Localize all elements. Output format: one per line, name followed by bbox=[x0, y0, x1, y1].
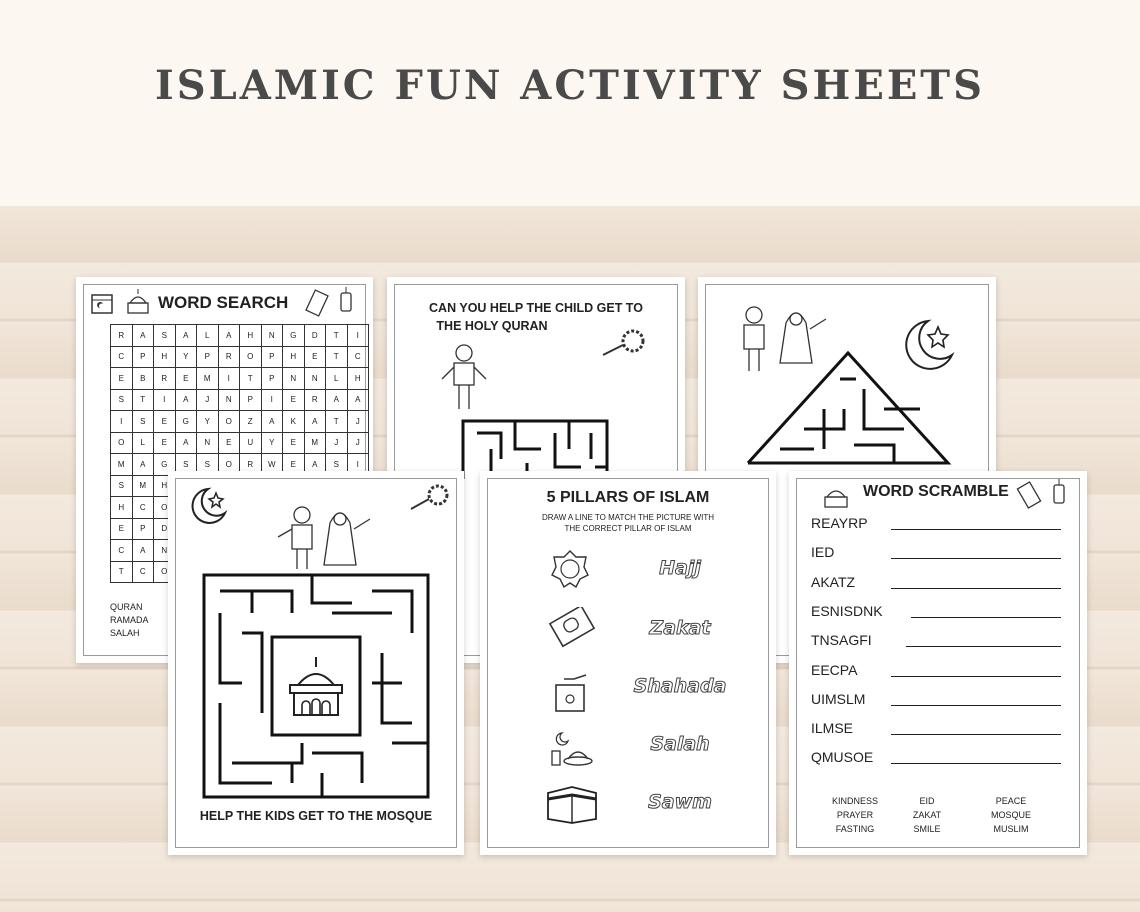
word-search-cell: N bbox=[283, 368, 305, 390]
word-search-cell: C bbox=[132, 561, 154, 583]
word-search-cell: K bbox=[283, 411, 305, 433]
quran-maze-title-line2: THE HOLY QURAN bbox=[436, 319, 548, 333]
word-bank-column-2 bbox=[899, 794, 955, 836]
word-search-cell: P bbox=[132, 518, 154, 540]
pillars-title: 5 PILLARS OF ISLAM bbox=[546, 489, 710, 506]
word-search-cell: R bbox=[304, 389, 326, 411]
word-search-cell: R bbox=[240, 454, 262, 476]
word-scramble-sheet bbox=[789, 471, 1087, 855]
crescent-star-icon bbox=[188, 485, 230, 525]
word-search-cell: I bbox=[154, 389, 176, 411]
word-search-cell: S bbox=[111, 389, 133, 411]
scramble-row bbox=[811, 720, 1061, 742]
answer-line[interactable] bbox=[891, 763, 1061, 764]
pillar-label-salah: Salah bbox=[650, 733, 710, 755]
word-search-cell: E bbox=[283, 432, 305, 454]
word-search-cell: O bbox=[154, 497, 176, 519]
scramble-row bbox=[811, 544, 1061, 566]
word-bank-column-3 bbox=[981, 794, 1041, 836]
kaaba-icon bbox=[544, 783, 600, 825]
word-search-cell: G bbox=[283, 325, 305, 347]
word-search-cell: E bbox=[111, 518, 133, 540]
word-search-cell: R bbox=[111, 325, 133, 347]
word-search-cell: E bbox=[218, 432, 240, 454]
word-search-cell: A bbox=[347, 389, 369, 411]
scramble-word: EECPA bbox=[811, 661, 858, 678]
word-search-title: WORD SEARCH bbox=[158, 293, 289, 312]
word-search-row bbox=[111, 346, 369, 368]
word-search-cell: S bbox=[175, 454, 197, 476]
mosque-icon bbox=[284, 657, 348, 719]
word-search-cell: B bbox=[132, 368, 154, 390]
scramble-row bbox=[811, 603, 1061, 625]
mosque-maze-sheet bbox=[168, 471, 464, 855]
word-bank-item: EID bbox=[919, 796, 935, 806]
word-search-cell: E bbox=[154, 411, 176, 433]
word-search-cell: Y bbox=[175, 346, 197, 368]
word-search-cell: I bbox=[347, 325, 369, 347]
word-search-cell: I bbox=[111, 411, 133, 433]
scramble-row bbox=[811, 632, 1061, 654]
word-search-word: RAMADA bbox=[110, 615, 149, 625]
word-search-cell: T bbox=[326, 411, 348, 433]
word-search-cell: J bbox=[347, 432, 369, 454]
pillars-instructions-line1: DRAW A LINE TO MATCH THE PICTURE WITH bbox=[541, 513, 714, 522]
food-icon bbox=[548, 729, 596, 769]
quran-maze-title-line1: CAN YOU HELP THE CHILD GET TO bbox=[429, 301, 643, 315]
word-search-cell: O bbox=[154, 561, 176, 583]
lantern-icon bbox=[1051, 479, 1067, 509]
word-search-cell: U bbox=[240, 432, 262, 454]
word-search-cell: D bbox=[304, 325, 326, 347]
word-bank-item: PRAYER bbox=[836, 810, 874, 820]
word-bank-column-1 bbox=[825, 794, 885, 836]
word-search-cell: P bbox=[197, 346, 219, 368]
scramble-row bbox=[811, 574, 1061, 596]
child-figure bbox=[439, 341, 489, 413]
word-search-cell: S bbox=[197, 454, 219, 476]
word-search-cell: T bbox=[132, 389, 154, 411]
scramble-word: UIMSLM bbox=[811, 690, 866, 707]
scramble-row bbox=[811, 691, 1061, 713]
word-search-cell: Y bbox=[197, 411, 219, 433]
scramble-row bbox=[811, 515, 1061, 537]
quran-maze bbox=[461, 419, 609, 479]
word-search-cell: M bbox=[111, 454, 133, 476]
word-search-cell: G bbox=[154, 454, 176, 476]
pillar-label-shahada: Shahada bbox=[633, 675, 727, 697]
word-search-cell: N bbox=[197, 432, 219, 454]
word-search-cell: P bbox=[240, 389, 262, 411]
prayer-beads-icon bbox=[408, 481, 452, 515]
word-search-cell: O bbox=[111, 432, 133, 454]
answer-line[interactable] bbox=[891, 529, 1061, 530]
donation-box-icon bbox=[550, 669, 594, 713]
prayer-mat-icon bbox=[544, 607, 600, 651]
prayer-mat-icon bbox=[304, 289, 330, 317]
word-search-cell: L bbox=[197, 325, 219, 347]
scramble-word: ILMSE bbox=[811, 720, 854, 737]
word-search-cell: S bbox=[326, 454, 348, 476]
page-header bbox=[0, 0, 1140, 206]
word-search-cell: C bbox=[132, 497, 154, 519]
word-bank-item: MOSQUE bbox=[990, 810, 1031, 820]
word-search-cell: A bbox=[218, 325, 240, 347]
word-search-row bbox=[111, 432, 369, 454]
pillar-label-hajj: Hajj bbox=[659, 557, 701, 579]
word-search-cell: A bbox=[175, 325, 197, 347]
lantern-icon bbox=[338, 287, 354, 317]
word-search-cell: M bbox=[304, 432, 326, 454]
word-search-cell: Y bbox=[261, 432, 283, 454]
word-search-cell: A bbox=[175, 432, 197, 454]
word-bank-item: ZAKAT bbox=[912, 810, 942, 820]
word-search-cell: J bbox=[347, 411, 369, 433]
emblem-icon bbox=[550, 549, 590, 589]
pillars-instructions-line2: THE CORRECT PILLAR OF ISLAM bbox=[564, 524, 692, 533]
word-search-cell: J bbox=[326, 432, 348, 454]
answer-line[interactable] bbox=[911, 617, 1061, 618]
word-search-cell: Z bbox=[240, 411, 262, 433]
pyramid-maze bbox=[744, 349, 952, 467]
word-search-cell: P bbox=[132, 346, 154, 368]
word-search-cell: R bbox=[154, 368, 176, 390]
word-search-cell: E bbox=[154, 432, 176, 454]
word-search-cell: A bbox=[304, 411, 326, 433]
word-bank-item: KINDNESS bbox=[831, 796, 878, 806]
word-search-cell: E bbox=[111, 368, 133, 390]
page-title: ISLAMIC FUN ACTIVITY SHEETS bbox=[155, 62, 985, 109]
word-bank-item: FASTING bbox=[835, 824, 875, 834]
prayer-beads-icon bbox=[599, 325, 649, 361]
prayer-mat-icon bbox=[1015, 481, 1043, 509]
word-search-row bbox=[111, 325, 369, 347]
word-search-cell: P bbox=[261, 368, 283, 390]
word-search-cell: H bbox=[347, 368, 369, 390]
scramble-row bbox=[811, 749, 1061, 771]
word-search-cell: O bbox=[240, 346, 262, 368]
word-search-row bbox=[111, 389, 369, 411]
pillar-label-sawm: Sawm bbox=[648, 791, 712, 813]
calendar-icon bbox=[90, 291, 114, 315]
scramble-word: TNSAGFI bbox=[811, 632, 872, 649]
word-search-cell: C bbox=[111, 346, 133, 368]
word-search-cell: A bbox=[304, 454, 326, 476]
word-search-word-list bbox=[110, 601, 149, 640]
word-search-cell: S bbox=[111, 475, 133, 497]
word-search-cell: H bbox=[283, 346, 305, 368]
word-bank-item: PEACE bbox=[995, 796, 1027, 806]
word-search-cell: L bbox=[326, 368, 348, 390]
answer-line[interactable] bbox=[891, 676, 1061, 677]
mosque-icon bbox=[124, 289, 152, 315]
word-search-row bbox=[111, 368, 369, 390]
word-search-cell: W bbox=[261, 454, 283, 476]
word-search-cell: T bbox=[326, 325, 348, 347]
word-search-cell: I bbox=[218, 368, 240, 390]
pillars-sheet bbox=[480, 471, 776, 855]
word-bank-item: MUSLIM bbox=[993, 824, 1029, 834]
scramble-word: AKATZ bbox=[811, 573, 856, 590]
word-search-cell: D bbox=[154, 518, 176, 540]
word-search-cell: A bbox=[132, 325, 154, 347]
word-search-cell: P bbox=[261, 346, 283, 368]
word-search-cell: H bbox=[111, 497, 133, 519]
word-search-cell: E bbox=[175, 368, 197, 390]
word-search-cell: I bbox=[261, 389, 283, 411]
word-search-cell: A bbox=[132, 540, 154, 562]
word-search-cell: A bbox=[132, 454, 154, 476]
word-search-word: SALAH bbox=[110, 628, 140, 638]
word-search-word: QURAN bbox=[110, 602, 143, 612]
word-search-cell: A bbox=[175, 389, 197, 411]
word-search-cell: E bbox=[283, 389, 305, 411]
mosque-icon bbox=[821, 483, 851, 509]
scramble-row bbox=[811, 662, 1061, 684]
word-search-cell: R bbox=[218, 346, 240, 368]
answer-line[interactable] bbox=[891, 558, 1061, 559]
word-search-cell: M bbox=[132, 475, 154, 497]
word-search-cell: E bbox=[283, 454, 305, 476]
word-search-cell: O bbox=[218, 454, 240, 476]
word-bank-item: SMILE bbox=[913, 824, 941, 834]
mosque-maze-caption: HELP THE KIDS GET TO THE MOSQUE bbox=[199, 809, 433, 823]
word-search-cell: J bbox=[197, 389, 219, 411]
word-search-cell: H bbox=[240, 325, 262, 347]
word-search-cell: N bbox=[304, 368, 326, 390]
word-search-cell: N bbox=[261, 325, 283, 347]
word-search-cell: N bbox=[154, 540, 176, 562]
word-search-cell: M bbox=[197, 368, 219, 390]
pillar-label-zakat: Zakat bbox=[649, 617, 711, 639]
answer-line[interactable] bbox=[906, 646, 1061, 647]
word-search-cell: G bbox=[175, 411, 197, 433]
word-search-cell: A bbox=[326, 389, 348, 411]
word-search-cell: H bbox=[154, 346, 176, 368]
word-scramble-title: WORD SCRAMBLE bbox=[863, 483, 1009, 500]
answer-line[interactable] bbox=[891, 588, 1061, 589]
scramble-word: REAYRP bbox=[811, 515, 868, 531]
answer-line[interactable] bbox=[891, 705, 1061, 706]
word-search-cell: C bbox=[111, 540, 133, 562]
two-children-figure bbox=[274, 501, 374, 573]
word-search-cell: A bbox=[261, 411, 283, 433]
word-search-cell: T bbox=[326, 346, 348, 368]
word-search-row bbox=[111, 411, 369, 433]
word-search-cell: S bbox=[154, 325, 176, 347]
scramble-word: IED bbox=[811, 544, 835, 561]
word-search-cell: S bbox=[132, 411, 154, 433]
word-search-cell: T bbox=[240, 368, 262, 390]
word-search-cell: N bbox=[218, 389, 240, 411]
word-search-cell: O bbox=[218, 411, 240, 433]
word-search-cell: H bbox=[154, 475, 176, 497]
word-search-cell: T bbox=[111, 561, 133, 583]
scramble-word: ESNISDNK bbox=[811, 602, 883, 619]
word-search-cell: E bbox=[304, 346, 326, 368]
word-search-cell: I bbox=[347, 454, 369, 476]
word-search-cell: L bbox=[132, 432, 154, 454]
word-search-cell: C bbox=[347, 346, 369, 368]
scramble-word: QMUSOE bbox=[811, 749, 874, 766]
answer-line[interactable] bbox=[891, 734, 1061, 735]
